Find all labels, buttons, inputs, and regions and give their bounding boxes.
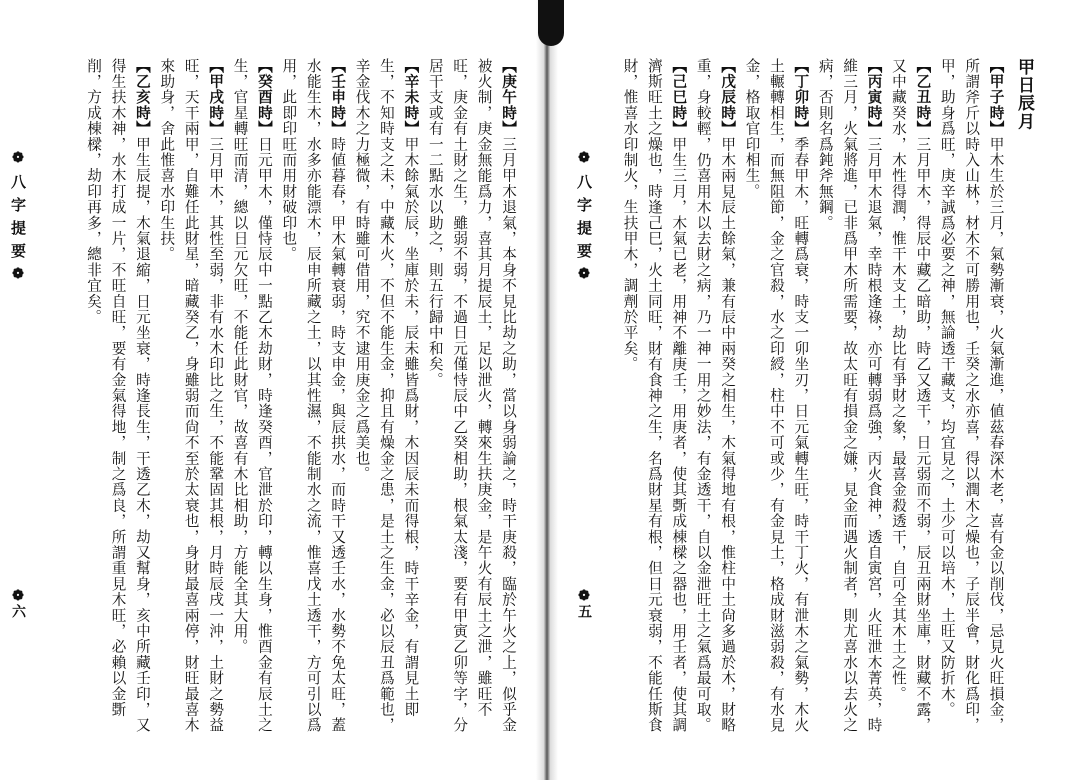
- paragraph-tag: 【癸酉時】: [255, 58, 273, 137]
- paragraph-text: 甲木生於三月，氣勢漸衰，火氣漸進，値茲春深木老，喜有金以削伐，忌見火旺損金，所謂斧斤以時入山林，材木不可勝用也，壬癸之水亦喜，得以潤木之燥也，子辰半會，財化爲印，甲，助身爲旺，庚辛誠爲必要之神，無論透干藏支，均宜見之，土少可以培木，土旺又防折木。: [938, 58, 1005, 734]
- paragraph-text: 甲木兩見辰土餘氣，兼有辰中兩癸之相生，木氣得地有根，惟柱中土尙多過於木，財略重，身較輕，仍喜用木以去財之病，乃一神一用之妙法，有金透干，自以金泄旺土之氣爲最可取。: [694, 58, 737, 734]
- paragraph-text: 三月甲木，其性至弱，非有水木印比之生，不能鞏固其根，月時辰戌一沖，土財之勢益旺，天干兩甲，自難任此財星，暗藏癸乙，身雖弱而尙不至於太衰也，身財最喜兩停，財旺最喜木來助身，舍此惟喜水印生扶。: [158, 58, 225, 734]
- paragraph-tag: 【甲戌時】: [207, 58, 225, 137]
- paragraph-ren-shen: [276, 58, 349, 748]
- paragraph-tag: 【乙丑時】: [914, 58, 932, 137]
- paragraph-ding-mao: [739, 58, 812, 748]
- ornament-icon: ❁: [10, 266, 26, 290]
- paragraph-gui-you: [227, 58, 276, 748]
- ornament-icon: ❁: [576, 588, 592, 604]
- paragraph-wu-chen: [690, 58, 739, 748]
- running-header-title: 八字提要: [575, 174, 593, 266]
- left-page-text: [80, 58, 520, 748]
- ornament-icon: ❁: [10, 150, 26, 174]
- paragraph-tag: 【丁卯時】: [792, 58, 810, 137]
- paragraph-tag: 【己巳時】: [670, 58, 688, 137]
- page-number: [8, 588, 28, 618]
- paragraph-tag: 【丙寅時】: [865, 58, 883, 137]
- binding-shadow: [538, 0, 564, 46]
- paragraph-text: 三月甲木，得辰中藏乙暗助，時乙又透干，日元弱而不弱，辰丑兩財坐庫，財藏不露，又中藏癸水，木性得潤，惟干木支土，劫比有爭財之象，最喜金殺透干，自可全其木土之性。: [889, 58, 932, 734]
- paragraph-ji-si: [617, 58, 690, 748]
- paragraph-geng-wu: [422, 58, 520, 748]
- chapter-title: 甲日辰月: [1014, 58, 1034, 131]
- paragraph-text: 季春甲木，旺轉爲衰，時支一卯坐刃，日元氣轉生旺，時干丁火，有泄木之氣勢，木火土輾轉相生，而無阻節，金之官殺，水之印綬，柱中不可或少，有金見土，格成財滋弱殺，有水見金，格取官印相生。: [743, 58, 810, 734]
- book-gutter: [536, 0, 558, 780]
- paragraph-xin-wei: [349, 58, 422, 748]
- paragraph-bing-yin: [812, 58, 885, 748]
- running-header: [8, 150, 29, 290]
- running-header: [574, 150, 595, 290]
- paragraph-tag: 【辛未時】: [402, 58, 420, 137]
- paragraph-tag: 【甲子時】: [987, 58, 1005, 137]
- page-number-value: 六: [10, 604, 26, 618]
- paragraph-text: 甲生三月，木氣已老，用神不離庚壬，用庚者，使其斲成棟樑之器也，用壬者，使其調濟斯旺土之燥也，時逢己巳，火土同旺，財有食神之生，名爲財星有根，但日元衰弱，不能任斯食財，惟喜水印制火，生扶甲木，調劑於平矣。: [621, 58, 688, 734]
- page-number: [574, 588, 594, 618]
- paragraph-text: 日元甲木，僅恃辰中一點乙木劫財，時逢癸酉，官泄於印，轉以生身，惟酉金有辰土之生，官星轉旺而清，總以日元欠旺，不能任此財官，故喜有木比相助，方能全其大用。: [231, 58, 273, 734]
- paragraph-text: 三月甲木退氣，本身不見比劫之助，當以身弱論之，時干庚殺，臨於午火之上，似乎金被火制，庚金無能爲力，喜其月提辰土，足以泄火，轉來生扶庚金，是午火有辰土之泄，雖旺不旺，庚金有土財之生，雖弱不弱，不過日元僅恃辰中乙癸相助，根氣太淺，要有甲寅乙卯等字，分居干支或有一二點水以助之，則五行歸中和矣。: [426, 58, 517, 734]
- paragraph-jia-xu: [154, 58, 227, 748]
- ornament-icon: ❁: [576, 150, 592, 174]
- ornament-icon: ❁: [576, 266, 592, 290]
- paragraph-yi-chou: [886, 58, 935, 748]
- running-header-title: 八字提要: [9, 174, 27, 266]
- paragraph-tag: 【乙亥時】: [133, 58, 151, 137]
- paragraph-tag: 【庚午時】: [500, 58, 517, 137]
- ornament-icon: ❁: [10, 588, 26, 604]
- paragraph-text: 甲木餘氣於辰，坐庫於未，辰未雖皆爲財，木因辰未而得根，時干辛金，有謂見土即生，不知時支之未，中藏木火，不但不能生金，抑且有燥金之患，是土之生金，必以辰丑爲範也，辛金伐木之力極微，有時雖可借用，究不逮用庚金之爲美也。: [353, 58, 420, 734]
- paragraph-text: 甲生辰提，木氣退縮，日元坐衰，時逢長生，干透乙木，劫又幫身，亥中所藏壬印，又得生扶木神，水木打成一片，不旺自旺，要有金氣得地，制之爲良，所謂重見木旺，必賴以金斲削，方成棟樑，劫印再多，總非宜矣。: [85, 58, 151, 734]
- right-page-text: [586, 58, 1036, 748]
- paragraph-text: 三月甲木退氣，幸時根逢祿，亦可轉弱爲強，丙火食神，透自寅宮，火旺泄木菁英，時維三月，火氣將進，已非爲甲木所需要，故太旺有損金之嫌，見金而遇火制者，則尤喜水以去火之病，否則名爲鈍斧無鋼。: [816, 58, 883, 734]
- paragraph-text: 時値暮春，甲木氣轉衰弱，時支申金，與辰拱水，而時干又透壬水，水勢不免太旺，蓋水能生木，水多亦能漂木，辰申所藏之土，以其性濕，不能制水之流，惟喜戊土透干，方可引以爲用，此即印旺而用財破印也。: [280, 58, 347, 734]
- paragraph-tag: 【戊辰時】: [719, 58, 737, 137]
- right-page: [546, 0, 1092, 780]
- paragraph-tag: 【壬申時】: [329, 58, 347, 137]
- paragraph-yi-hai: [81, 58, 154, 748]
- page-number-value: 五: [576, 604, 592, 618]
- paragraph-jia-zi: [934, 58, 1007, 748]
